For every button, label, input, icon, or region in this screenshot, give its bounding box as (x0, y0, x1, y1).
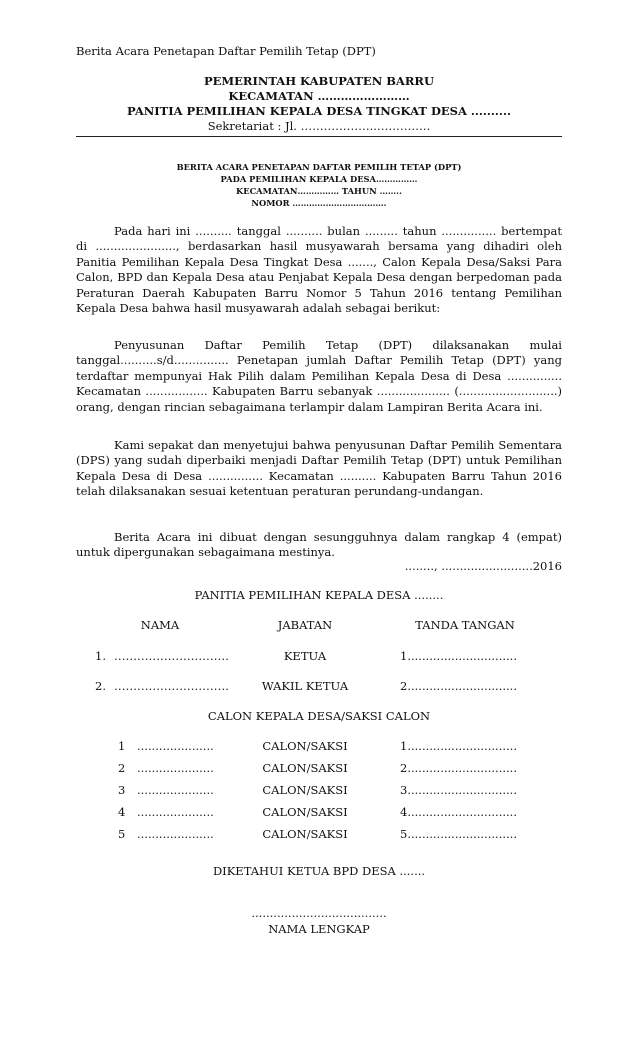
row-jabatan: KETUA (283, 649, 327, 663)
row-nama: ..................... (137, 739, 214, 753)
doc-caption: Berita Acara Penetapan Daftar Pemilih Tetap (DPT) (76, 44, 376, 58)
row-jabatan: CALON/SAKSI (262, 827, 348, 841)
paragraph-4: Berita Acara ini dibuat dengan sesungguhnya dalam rangkap 4 (empat) untuk dipergunakan sebagaimana mestinya. (76, 530, 562, 560)
row-jabatan: CALON/SAKSI (262, 761, 348, 775)
letterhead-line-1: PEMERINTAH KABUPATEN BARRU (203, 74, 434, 88)
row-jabatan: CALON/SAKSI (262, 805, 348, 819)
row-signature: 1.............................. (400, 739, 517, 753)
bpd-signature-line: ..................................... (251, 906, 387, 920)
row-number: 1 (118, 739, 126, 753)
row-nama: ..................... (137, 783, 214, 797)
row-jabatan: WAKIL KETUA (261, 679, 349, 693)
row-jabatan: CALON/SAKSI (262, 783, 348, 797)
letterhead-line-3: PANITIA PEMILIHAN KEPALA DESA TINGKAT DESA .......... (127, 104, 511, 118)
row-signature: 2.............................. (400, 679, 517, 693)
paragraph-3: Kami sepakat dan menyetujui bahwa penyusunan Daftar Pemilih Sementara (DPS) yang sudah diperbaiki menjadi Daftar Pemilih Tetap (DPT) untuk Pemilihan Kepala Desa di Desa ............... Kecamatan .......... Kabupaten Barru Tahun 2016 telah dilaksanakan sesuai ketentuan peraturan perundang-undangan. (76, 438, 562, 499)
row-number: 4 (118, 805, 126, 819)
row-number: 2 (118, 761, 126, 775)
row-number: 5 (118, 827, 126, 841)
row-nama: ..................... (137, 805, 214, 819)
letterhead-line-2: KECAMATAN …………………… (228, 89, 410, 103)
row-signature: 3.............................. (400, 783, 517, 797)
doc-title-line-3: KECAMATAN…………… TAHUN …….. (236, 186, 402, 196)
date-line: ........, .........................2016 (404, 559, 562, 573)
doc-title-line-4: NOMOR ……………………………. (251, 198, 387, 208)
col-header-nama: NAMA (140, 618, 180, 632)
calon-heading: CALON KEPALA DESA/SAKSI CALON (207, 709, 431, 723)
col-header-jabatan: JABATAN (277, 618, 333, 632)
row-nama: ………………………… (114, 649, 229, 663)
bpd-name-label: NAMA LENGKAP (268, 922, 370, 936)
doc-title-line-1: BERITA ACARA PENETAPAN DAFTAR PEMILIH TETAP (DPT) (176, 162, 462, 172)
row-jabatan: CALON/SAKSI (262, 739, 348, 753)
row-number: 2. (95, 679, 106, 693)
row-signature: 1.............................. (400, 649, 517, 663)
letterhead-divider (76, 136, 562, 137)
row-number: 3 (118, 783, 126, 797)
row-number: 1. (95, 649, 106, 663)
row-nama: ..................... (137, 827, 214, 841)
bpd-heading: DIKETAHUI KETUA BPD DESA ....... (212, 864, 426, 878)
paragraph-2: Penyusunan Daftar Pemilih Tetap (DPT) dilaksanakan mulai tanggal..........s/d............... Penetapan jumlah Daftar Pemilih Tetap (DPT) yang terdaftar mempunyai Hak Pilih dalam Pemilihan Kepala Desa di Desa ............... Kecamatan ................. Kabupaten Barru sebanyak .................... (...........................) orang, dengan rincian sebagaimana terlampir dalam Lampiran Berita Acara ini. (76, 338, 562, 414)
row-signature: 2.............................. (400, 761, 517, 775)
panitia-heading: PANITIA PEMILIHAN KEPALA DESA ........ (194, 588, 444, 602)
row-nama: ………………………… (114, 679, 229, 693)
paragraph-1: Pada hari ini .......... tanggal .......... bulan ......... tahun ............... bertempat di ......................, berdasarkan hasil musyawarah bersama yang dihadiri oleh Panitia Pemilihan Kepala Desa Tingkat Desa ......., Calon Kepala Desa/Saksi Para Calon, BPD dan Kepala Desa atau Penjabat Kepala Desa dengan berpedoman pada Peraturan Daerah Kabupaten Barru Nomor 5 Tahun 2016 tentang Pemilihan Kepala Desa bahwa hasil musyawarah adalah sebagai berikut: (76, 224, 562, 316)
letterhead-address: Sekretariat : Jl. ………………..………….. (207, 119, 431, 133)
col-header-tanda-tangan: TANDA TANGAN (415, 618, 515, 632)
row-signature: 4.............................. (400, 805, 517, 819)
row-nama: ..................... (137, 761, 214, 775)
row-signature: 5.............................. (400, 827, 517, 841)
doc-title-line-2: PADA PEMILIHAN KEPALA DESA…………… (220, 174, 418, 184)
